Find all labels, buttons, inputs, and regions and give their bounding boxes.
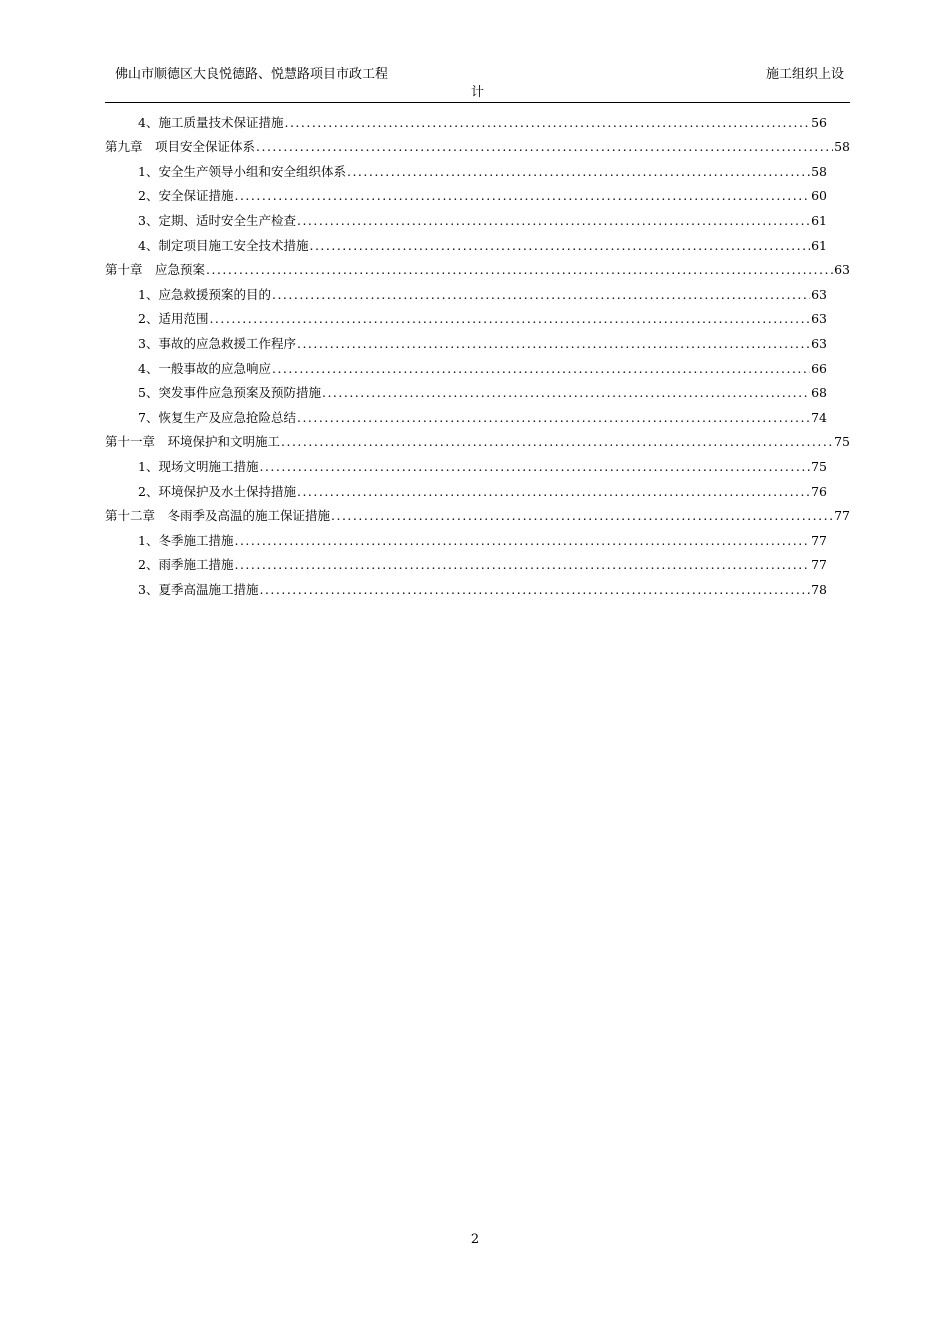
toc-entry-page-number: 61 <box>811 237 827 253</box>
header-project-title: 佛山市顺德区大良悦德路、悦慧路项目市政工程 <box>115 67 389 82</box>
toc-entry-page-number: 60 <box>811 188 827 204</box>
toc-section-entry[interactable] <box>105 573 827 598</box>
toc-entry-page-number: 63 <box>811 286 827 302</box>
toc-entry-page-number: 63 <box>811 311 827 327</box>
toc-entry-title: 3、夏季高温施工措施 <box>138 581 259 597</box>
toc-entry-title: 7、恢复生产及应急抢险总结 <box>138 409 296 425</box>
table-of-contents <box>105 106 850 598</box>
toc-section-entry[interactable] <box>105 377 827 402</box>
toc-section-entry[interactable] <box>105 278 827 303</box>
toc-section-entry[interactable] <box>105 106 827 131</box>
toc-entry-page-number: 63 <box>811 335 827 351</box>
toc-entry-page-number: 58 <box>834 139 850 155</box>
toc-dot-leader <box>234 188 810 204</box>
toc-section-entry[interactable] <box>105 180 827 205</box>
toc-entry-title: 2、环境保护及水土保持措施 <box>138 483 296 499</box>
toc-chapter-entry[interactable] <box>105 254 850 279</box>
toc-entry-title: 4、施工质量技术保证措施 <box>138 114 284 130</box>
toc-entry-page-number: 68 <box>811 385 827 401</box>
toc-entry-title: 3、定期、适时安全生产检查 <box>138 212 296 228</box>
toc-entry-title: 1、安全生产领导小组和安全组织体系 <box>138 163 346 179</box>
toc-entry-page-number: 75 <box>811 458 827 474</box>
header-title-wrap: 计 <box>470 85 484 100</box>
header-document-type: 施工组织上设 <box>765 67 844 82</box>
toc-entry-page-number: 58 <box>811 163 827 179</box>
toc-dot-leader <box>206 262 833 278</box>
toc-entry-title: 1、冬季施工措施 <box>138 532 234 548</box>
toc-section-entry[interactable] <box>105 303 827 328</box>
toc-entry-page-number: 63 <box>834 262 850 278</box>
toc-chapter-entry[interactable] <box>105 131 850 156</box>
toc-section-entry[interactable] <box>105 475 827 500</box>
toc-entry-title: 3、事故的应急救援工作程序 <box>138 335 296 351</box>
toc-dot-leader <box>297 484 810 500</box>
page-header <box>105 66 850 103</box>
toc-entry-title: 2、适用范围 <box>138 311 209 327</box>
toc-section-entry[interactable] <box>105 155 827 180</box>
toc-section-entry[interactable] <box>105 401 827 426</box>
toc-entry-title: 2、安全保证措施 <box>138 188 234 204</box>
toc-dot-leader <box>322 385 810 401</box>
toc-entry-title: 1、应急救援预案的目的 <box>138 286 271 302</box>
toc-entry-page-number: 74 <box>811 409 827 425</box>
toc-dot-leader <box>297 336 810 352</box>
toc-chapter-entry[interactable] <box>105 500 850 525</box>
toc-entry-page-number: 61 <box>811 212 827 228</box>
toc-entry-title: 2、雨季施工措施 <box>138 557 234 573</box>
toc-chapter-entry[interactable] <box>105 426 850 451</box>
toc-entry-title: 4、制定项目施工安全技术措施 <box>138 237 309 253</box>
toc-entry-page-number: 66 <box>811 360 827 376</box>
toc-entry-title: 5、突发事件应急预案及预防措施 <box>138 385 321 401</box>
toc-entry-page-number: 77 <box>834 508 850 524</box>
toc-dot-leader <box>347 164 810 180</box>
toc-dot-leader <box>331 508 833 524</box>
toc-dot-leader <box>234 533 810 549</box>
toc-section-entry[interactable] <box>105 229 827 254</box>
page-number: 2 <box>470 1232 480 1247</box>
toc-dot-leader <box>259 459 810 475</box>
toc-dot-leader <box>272 361 810 377</box>
toc-entry-title: 4、一般事故的应急响应 <box>138 360 271 376</box>
toc-entry-title: 第十一章 环境保护和文明施工 <box>105 434 281 450</box>
toc-dot-leader <box>297 410 810 426</box>
toc-entry-page-number: 56 <box>811 114 827 130</box>
toc-dot-leader <box>234 557 810 573</box>
toc-dot-leader <box>309 238 810 254</box>
toc-dot-leader <box>281 434 833 450</box>
toc-entry-title: 第九章 项目安全保证体系 <box>105 139 256 155</box>
toc-section-entry[interactable] <box>105 549 827 574</box>
toc-dot-leader <box>256 139 833 155</box>
toc-dot-leader <box>209 311 810 327</box>
toc-section-entry[interactable] <box>105 450 827 475</box>
toc-entry-title: 第十章 应急预案 <box>105 262 206 278</box>
toc-dot-leader <box>272 287 810 303</box>
toc-section-entry[interactable] <box>105 524 827 549</box>
toc-section-entry[interactable] <box>105 204 827 229</box>
toc-dot-leader <box>259 582 810 598</box>
toc-entry-page-number: 76 <box>811 483 827 499</box>
toc-entry-page-number: 75 <box>834 434 850 450</box>
toc-entry-title: 1、现场文明施工措施 <box>138 458 259 474</box>
toc-entry-page-number: 78 <box>811 581 827 597</box>
toc-entry-page-number: 77 <box>811 557 827 573</box>
toc-dot-leader <box>297 213 810 229</box>
toc-section-entry[interactable] <box>105 327 827 352</box>
toc-dot-leader <box>284 115 810 131</box>
toc-entry-title: 第十二章 冬雨季及高温的施工保证措施 <box>105 508 331 524</box>
toc-section-entry[interactable] <box>105 352 827 377</box>
toc-entry-page-number: 77 <box>811 532 827 548</box>
